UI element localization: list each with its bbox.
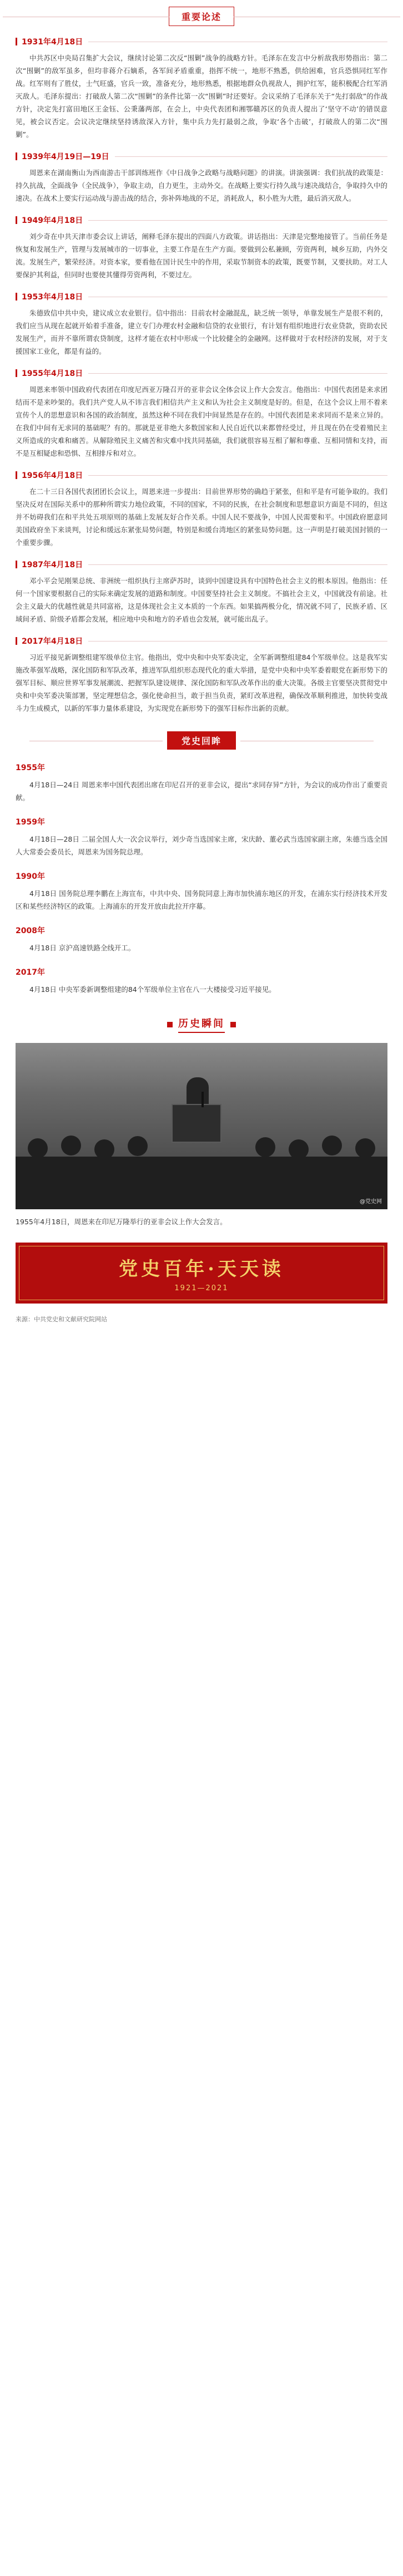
photo-credit: @党史网: [360, 1199, 382, 1205]
history-text: 4月18日 京沪高速铁路全线开工。: [29, 944, 135, 952]
section-header: [0, 7, 403, 26]
entry-date-row: [16, 368, 387, 379]
accent-bar: [16, 471, 17, 479]
accent-bar: [16, 369, 17, 377]
microphone-icon: [202, 1092, 204, 1107]
entry-date-row: [16, 36, 387, 47]
entry-text: 周恩来率领中国政府代表团在印度尼西亚万隆召开的亚非会议全体会议上作大会发言。他指出：中国代表团是来求团结而不是来吵架的。我们共产党人从不讳言我们相信共产主义和认为社会主义制度是好的。但是，在这个会议上用不着来宣传个人的思想意识和各国的政治制度，虽然这种不同在我们中间显然是存在的。中国代表团是来求同而不是来立异的。在我们中间有无求同的基础呢？有的。那就是亚非绝大多数国家和人民自近代以来都曾经受过，并且现在仍在受着殖民主义所造成的灾难和痛苦。从解除殖民主义痛苦和灾难中找共同基础，我们就很容易互相了解和尊重、互相同情和支持，而不是互相疑虑和恐惧、互相排斥和对立。: [16, 385, 387, 457]
entries-list: [0, 36, 403, 715]
history-title: 党史回眸: [167, 731, 236, 750]
divider: [88, 220, 387, 221]
history-year: 1959年: [16, 818, 45, 827]
podium: [172, 1104, 221, 1143]
entry-text: 在二十三日各国代表团团长会议上，周恩来进一步提出：目前世界形势的确趋于紧张，但和平是有可能争取的。我们坚决反对在国际关系中的那种所谓实力地位政策，不同的国家，不同的民族，在社会制度和思想意识方面是不同的，但这并不妨碍我们在和平共处五项原则的基础上发展友好合作关系。中国人民不要战争，中国人民需要和平。中国政府愿意同美国政府坐下来谈判，讨论和缓远东紧张局势问题，特别是和缓台湾地区的紧张局势问题。这一声明是打破美国封锁的一个重要步骤。: [16, 487, 387, 547]
entry: [16, 470, 387, 549]
entry-date: 1939年4月19日—19日: [22, 152, 109, 161]
entry: [16, 635, 387, 715]
history-text: 4月18日 中央军委新调整组建的84个军级单位主官在八一大楼接受习近平接见。: [29, 985, 276, 994]
banner-title: 党史百年·天天读: [119, 1258, 284, 1280]
accent-bar: [16, 561, 17, 568]
entry: [16, 291, 387, 358]
history-year: 2008年: [16, 926, 45, 935]
banner-subtitle: 1921—2021: [174, 1284, 229, 1292]
divider: [115, 156, 387, 157]
history-item: [16, 925, 387, 954]
history-list: [0, 762, 403, 996]
accent-bar: [16, 293, 17, 301]
entry-text: 中共苏区中央局召集扩大会议，继续讨论第二次反“围剿”战争的战略方针。毛泽东在发言中分析敌我形势指出：第二次“围剿”的敌军虽多，但均非蒋介石嫡系，各军间矛盾重重，指挥不统一，地形不熟悉，供给困难，官兵恐惧同红军作战。红军则有了胜仗，士气旺盛，官兵一致，准备充分，地形熟悉，根据地群众仇视敌人，拥护红军，能积极配合红军消灭敌人。毛泽东提出：打破敌人第二次“围剿”的条件比第一次“围剿”时还要好。会议采纳了毛泽东关于“先打弱敌”的作战方针，决定先打富田地区王金钰、公秉藩两部，在会上，中央代表团和湘鄂赣苏区的负责人提出了‘坚守不动’的错误意见，被会议否定。会议决定继续坚持诱敌深入方针，集中兵力先打最弱之敌，争取‘各个击破’，打破敌人的第二次“围剿”。: [16, 54, 387, 139]
historic-photo: [16, 1043, 387, 1209]
entry: [16, 559, 387, 625]
entry-date-row: [16, 470, 387, 481]
entry-date-row: [16, 215, 387, 226]
history-item: [16, 762, 387, 804]
entry-date-row: [16, 635, 387, 646]
entry-date: 2017年4月18日: [22, 637, 83, 646]
entry: [16, 368, 387, 460]
entry-date: 1955年4月18日: [22, 369, 83, 378]
history-text: 4月18日 国务院总理李鹏在上海宣布，中共中央、国务院同意上海市加快浦东地区的开发，在浦东实行经济技术开发区和某些经济特区的政策。上海浦东的开发开放由此拉开序幕。: [16, 889, 387, 910]
divider: [88, 564, 387, 565]
photo-header: [0, 1016, 403, 1033]
history-header: [0, 731, 403, 750]
entry: [16, 215, 387, 281]
divider: [88, 641, 387, 642]
entry-date-row: [16, 151, 387, 162]
entry-text: 刘少奇在中共天津市委会议上讲话，阐释毛泽东提出的四面八方政策。讲话指出：天津是完整地接管了。当前任务是恢复和发展生产，管理与发展城市的一切事业，主要工作是在生产方面。要做到公私兼顾，劳资两利，城乡互助，内外交流。发展生产，繁荣经济。对资本家，要看他在国计民生中的作用，采取节制资本的政策，既要节制，又要扶助。对工人要保护其利益，但同时也要使其懂得劳资两利，不要过左。: [16, 232, 387, 279]
entry-date: 1953年4月18日: [22, 293, 83, 302]
divider: [88, 373, 387, 374]
square-ornament-icon: [230, 1022, 236, 1027]
history-item: [16, 870, 387, 913]
entry-date-row: [16, 559, 387, 570]
history-year: 2017年: [16, 968, 45, 977]
history-year: 1990年: [16, 872, 45, 881]
entry-text: 朱德致信中共中央，建议成立农业银行。信中指出：目前农村金融混乱，缺乏统一领导，单靠发展生产是很不利的，我们应当从现在起就开始着手准备，建立专门办理农村金融和信贷的农业银行，有计划有组织地进行农业贷款，资助农民发展生产，而并不靠所谓农贷制度，这样才能在农村中形成一个比较健全的金融网。这样做对于农村经济的发展，对于支援国家工业化，都是有益的。: [16, 309, 387, 355]
accent-bar: [16, 216, 17, 224]
accent-bar: [16, 152, 17, 160]
source-note: 来源：中共党史和文献研究院网站: [16, 1316, 107, 1323]
entry-date: 1949年4月18日: [22, 216, 83, 225]
entry-date: 1956年4月18日: [22, 471, 83, 480]
photo-header-frame: [162, 1016, 241, 1033]
entry-text: 周恩来在湖南衡山为西南游击干部训练班作《中日战争之政略与战略问题》的讲演。讲演强调：我们抗战的政策是：持久抗战，全面战争（全民战争），争取主动，自力更生，主动外交。在战略上要实行持久战与速决战结合，争取持久中的速决。在战术上要实行运动战与游击战的结合，弥补阵地战的不足，消耗敌人，积小胜为大胜，最后消灭敌人。: [16, 169, 387, 202]
photo-title: 历史瞬间: [178, 1016, 225, 1033]
divider: [88, 475, 387, 476]
history-text: 4月18日—28日 二届全国人大一次会议举行，刘少奇当选国家主席，宋庆龄、董必武当选国家副主席，朱德当选全国人大常委会委员长，周恩来为国务院总理。: [16, 835, 387, 856]
entry-text: 邓小平会见刚果总统、非洲统一组织执行主席萨苏时，谈到中国建设具有中国特色社会主义的根本原因。他指出：任何一个国家要根据自己的实际来确定发展的道路和制度。中国要坚持社会主义制度。不搞社会主义，中国就没有前途。社会主义最大的优越性就是共同富裕，这是体现社会主义本质的一个东西。如果搞两极分化，情况就不同了，民族矛盾、区域间矛盾、阶级矛盾都会发展，相应地中央和地方的矛盾也会发展，就可能出乱子。: [16, 577, 387, 623]
section-title: 重要论述: [169, 7, 234, 26]
photo-caption: 1955年4月18日，周恩来在印尼万隆举行的亚非会议上作大会发言。: [16, 1218, 227, 1226]
entry-date-row: [16, 291, 387, 302]
banner: [16, 1243, 387, 1304]
history-item: [16, 816, 387, 858]
history-item: [16, 966, 387, 996]
entry-text: 习近平接见新调整组建军级单位主官。他指出，党中央和中央军委决定，全军新调整组建84个军级单位。这是我军实施改革强军战略，深化国防和军队改革，推进军队组织形态现代化的重大举措，是党中央和中央军委着眼党在新形势下的强军目标、顺应世界军事发展潮流、把握军队建设规律、深化国防和军队改革作出的重大决策。各级主官要坚决贯彻党中央和中央军委决策部署，坚定理想信念，强化使命担当，敢于担当负责，紧盯改革进程，确保改革顺利推进，加快转变战斗力生成模式，以新的军事力量体系建设，为实现党在新形势下的强军目标作出新的贡献。: [16, 653, 387, 712]
accent-bar: [16, 38, 17, 45]
accent-bar: [16, 637, 17, 645]
entry-date: 1931年4月18日: [22, 38, 83, 47]
entry: [16, 36, 387, 141]
entry-date: 1987年4月18日: [22, 561, 83, 569]
history-year: 1955年: [16, 763, 45, 772]
entry: [16, 151, 387, 205]
square-ornament-icon: [167, 1022, 173, 1027]
history-text: 4月18日—24日 周恩来率中国代表团出席在印尼召开的亚非会议，提出“求同存异”方针，为会议的成功作出了重要贡献。: [16, 781, 387, 802]
